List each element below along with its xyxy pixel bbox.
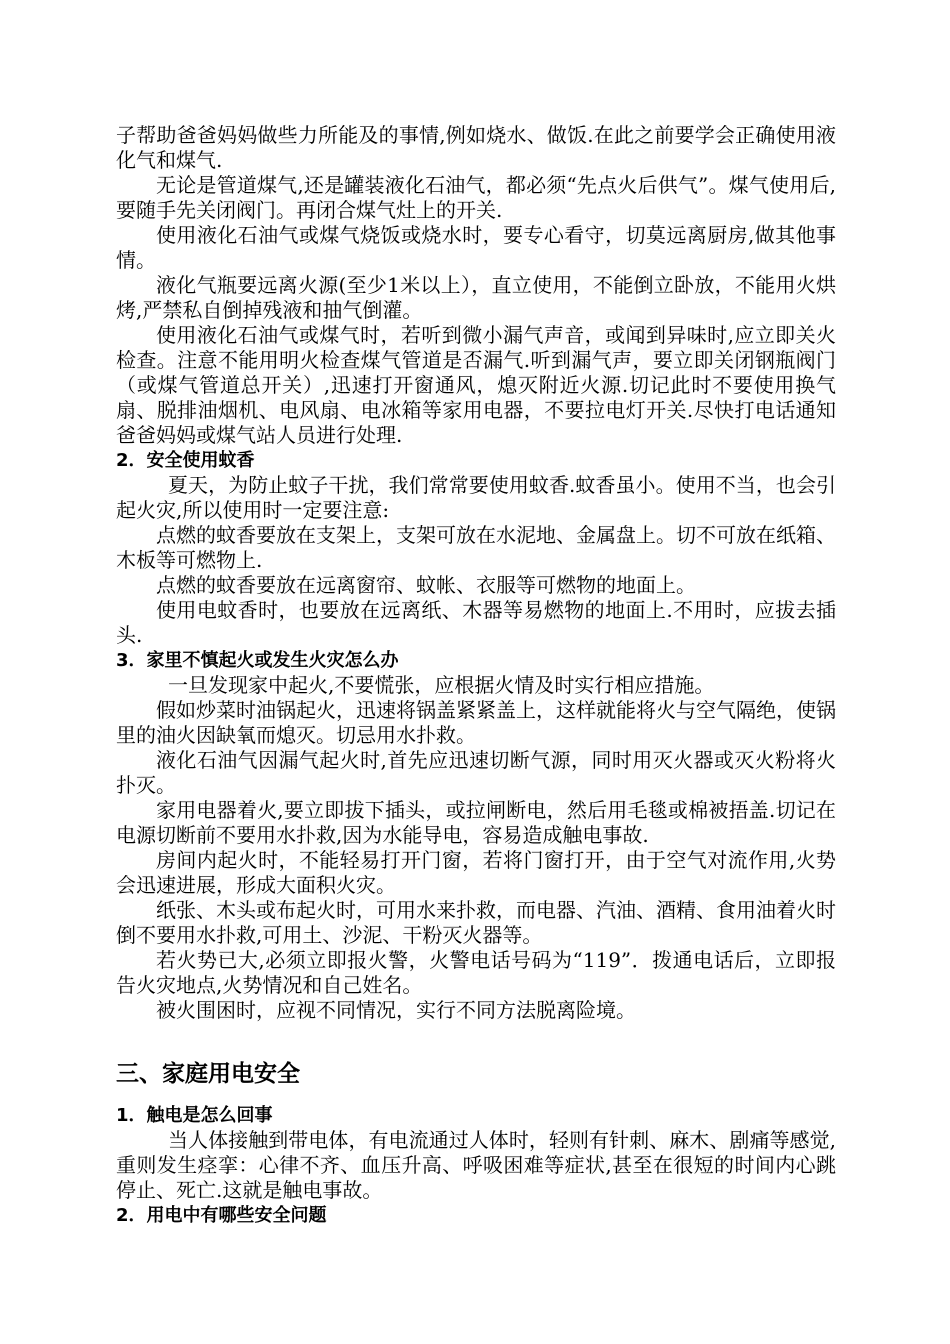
section-heading-electric-shock: 1．触电是怎么回事 xyxy=(116,1105,273,1126)
paragraph-electric-shock: 当人体接触到带电体，有电流通过人体时，轻则有针刺、麻木、剧痛等感觉,重则发生痉挛：心律不齐、血压升高、呼吸困难等症状,甚至在很短的时间内心跳停止、死亡.这就是触电事故。 xyxy=(116,1128,836,1202)
paragraph-gas-leak: 使用液化石油气或煤气时，若听到微小漏气声音，或闻到异味时,应立即关火检查。注意不能用明火检查煤气管道是否漏气.听到漏气声，要立即关闭钢瓶阀门（或煤气管道总开关）,迅速打开窗通风，熄灭附近火源.切记此时不要使用换气扇、脱排油烟机、电风扇、电冰箱等家用电器，不要拉电灯开关.尽快打电话通知爸爸妈妈或煤气站人员进行处理. xyxy=(116,323,836,447)
paragraph-mosquito-curtain: 点燃的蚊香要放在远离窗帘、蚊帐、衣服等可燃物的地面上。 xyxy=(156,573,696,597)
paragraph-fire-appliance: 家用电器着火,要立即拔下插头，或拉闸断电，然后用毛毯或棉被捂盖.切记在电源切断前不要用水扑救,因为水能导电，容易造成触电事故. xyxy=(116,798,836,847)
paragraph-gas-ignition: 无论是管道煤气,还是罐装液化石油气，都必须“先点火后供气”。煤气使用后,要随手先关闭阀门。再闭合煤气灶上的开关. xyxy=(116,173,836,222)
section-heading-home-fire: 3．家里不慎起火或发生火灾怎么办 xyxy=(116,650,399,671)
document-page xyxy=(116,123,836,1228)
section-heading-mosquito-coil: 2．安全使用蚊香 xyxy=(116,450,255,471)
chapter-heading-electricity-safety: 三、家庭用电安全 xyxy=(116,1061,300,1087)
paragraph-fire-call-119: 若火势已大,必须立即报火警，火警电话号码为“119”．拨通电话后，立即报告火灾地点,火势情况和自己姓名。 xyxy=(116,948,836,997)
paragraph-fire-materials: 纸张、木头或布起火时，可用水来扑救，而电器、汽油、酒精、食用油着火时倒不要用水扑救,可用土、沙泥、干粉灭火器等。 xyxy=(116,898,836,947)
paragraph-continuation: 子帮助爸爸妈妈做些力所能及的事情,例如烧水、做饭.在此之前要学会正确使用液化气和煤气. xyxy=(116,123,836,172)
paragraph-electric-mosquito: 使用电蚊香时，也要放在远离纸、木器等易燃物的地面上.不用时，应拔去插头. xyxy=(116,598,836,647)
paragraph-cooking-watch: 使用液化石油气或煤气烧饭或烧水时，要专心看守，切莫远离厨房,做其他事情。 xyxy=(116,223,836,272)
paragraph-fire-oil-pan: 假如炒菜时油锅起火，迅速将锅盖紧紧盖上，这样就能将火与空气隔绝，使锅里的油火因缺氧而熄灭。切忌用水扑救。 xyxy=(116,698,836,747)
paragraph-gas-bottle: 液化气瓶要远离火源(至少1米以上），直立使用，不能倒立卧放，不能用火烘烤,严禁私自倒掉残液和抽气倒灌。 xyxy=(116,273,836,322)
paragraph-fire-dont-panic: 一旦发现家中起火,不要慌张，应根据火情及时实行相应措施。 xyxy=(168,673,715,697)
section-heading-electricity-problems: 2．用电中有哪些安全问题 xyxy=(116,1205,327,1226)
paragraph-fire-windows: 房间内起火时，不能轻易打开门窗，若将门窗打开，由于空气对流作用,火势会迅速进展，形成大面积火灾。 xyxy=(116,848,836,897)
paragraph-mosquito-intro: 夏天，为防止蚊子干扰，我们常常要使用蚊香.蚊香虽小。使用不当，也会引起火灾,所以使用时一定要注意: xyxy=(116,473,836,522)
paragraph-fire-gas-leak: 液化石油气因漏气起火时,首先应迅速切断气源，同时用灭火器或灭火粉将火扑灭。 xyxy=(116,748,836,797)
paragraph-fire-trapped: 被火围困时，应视不同情况，实行不同方法脱离险境。 xyxy=(156,998,636,1022)
paragraph-mosquito-stand: 点燃的蚊香要放在支架上，支架可放在水泥地、金属盘上。切不可放在纸箱、木板等可燃物上. xyxy=(116,523,836,572)
